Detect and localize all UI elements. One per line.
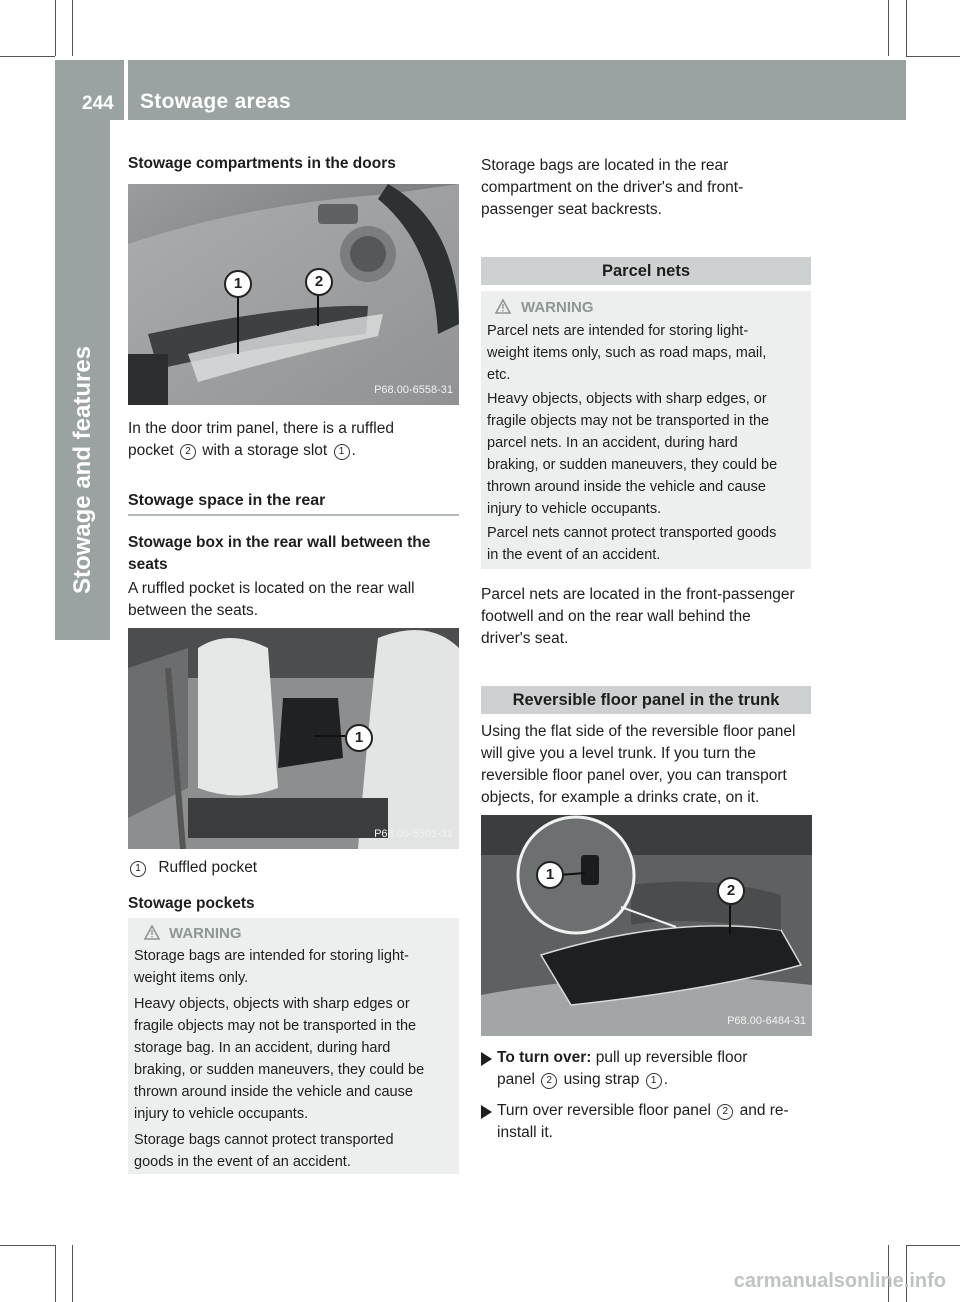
symbol-2: 2 (180, 444, 196, 460)
step-1-line1: To turn over: pull up reversible floor (497, 1049, 748, 1066)
warning-box-pockets (128, 918, 459, 1174)
callout-1: 1 (345, 724, 373, 752)
heading-doors: Stowage compartments in the doors (128, 155, 396, 172)
door-text-line1: In the door trim panel, there is a ruffled (128, 420, 394, 437)
warning-line: Storage bags cannot protect transported (134, 1132, 394, 1148)
warning-line: Heavy objects, objects with sharp edges or (134, 996, 410, 1012)
warning-line: Parcel nets are intended for storing light- (487, 323, 749, 339)
door-text-line2: pocket 2 with a storage slot 1 . (128, 442, 356, 459)
heading-floor-panel: Reversible floor panel in the trunk (481, 686, 811, 714)
warning-line: thrown around inside the vehicle and cause (487, 479, 766, 495)
warning-title: WARNING (169, 925, 242, 942)
step-2-line1: Turn over reversible floor panel 2 and re- (497, 1102, 789, 1119)
page-number: 244 (82, 93, 114, 114)
parcel-text-line: driver's seat. (481, 630, 569, 647)
warning-line: injury to vehicle occupants. (487, 501, 662, 517)
warning-triangle-icon (144, 925, 160, 940)
trunk-floor-photo (481, 815, 812, 1036)
callout-1: 1 (536, 861, 564, 889)
photo-code: P68.00-6484-31 (727, 1015, 806, 1027)
warning-line: fragile objects may not be transported in the (134, 1018, 417, 1034)
intro-line: passenger seat backrests. (481, 201, 662, 218)
rear-seats-photo (128, 628, 459, 849)
symbol-1: 1 (334, 444, 350, 460)
warning-line: Heavy objects, objects with sharp edges, or (487, 391, 767, 407)
callout-1: 1 (224, 270, 252, 298)
warning-line: weight items only, such as road maps, mail, (487, 345, 767, 361)
warning-line: braking, or sudden maneuvers, they could be (134, 1062, 425, 1078)
warning-line: in the event of an accident. (487, 547, 661, 563)
warning-line: weight items only. (134, 970, 249, 986)
trunk-illustration (481, 815, 812, 1036)
step-1-line2: panel 2 using strap 1 . (497, 1071, 669, 1088)
warning-box-parcel (481, 291, 811, 569)
callout-2: 2 (305, 268, 333, 296)
floor-text-line: Using the flat side of the reversible floor panel (481, 723, 796, 740)
heading-box-line2: seats (128, 556, 168, 573)
warning-line: fragile objects may not be transported in the (487, 413, 770, 429)
heading-parcel-nets: Parcel nets (481, 257, 811, 285)
section-rule (128, 514, 459, 516)
side-tab-label: Stowage and features (69, 345, 96, 595)
intro-line: Storage bags are located in the rear (481, 157, 729, 174)
warning-line: braking, or sudden maneuvers, they could be (487, 457, 778, 473)
photo-code: P68.00-6501-31 (374, 828, 453, 840)
floor-text-line: reversible floor panel over, you can transport (481, 767, 787, 784)
symbol-1: 1 (130, 861, 146, 877)
warning-line: goods in the event of an accident. (134, 1154, 351, 1170)
warning-line: Parcel nets cannot protect transported goods (487, 525, 777, 541)
callout-2: 2 (717, 877, 745, 905)
photo-code: P68.00-6558-31 (374, 384, 453, 396)
parcel-text-line: Parcel nets are located in the front-passenger (481, 586, 795, 603)
section-title: Stowage areas (140, 90, 291, 113)
heading-box-line1: Stowage box in the rear wall between the (128, 534, 431, 551)
warning-triangle-icon (495, 299, 511, 314)
step-arrow-icon (481, 1105, 492, 1119)
warning-line: parcel nets. In an accident, during hard (487, 435, 738, 451)
floor-text-line: will give you a level trunk. If you turn the (481, 745, 756, 762)
floor-text-line: objects, for example a drinks crate, on it. (481, 789, 760, 806)
warning-line: etc. (487, 367, 511, 383)
symbol-1: 1 (646, 1073, 662, 1089)
warning-title: WARNING (521, 299, 594, 316)
box-text-line1: A ruffled pocket is located on the rear wall (128, 580, 415, 597)
intro-line: compartment on the driver's and front- (481, 179, 744, 196)
rear-seats-illustration (128, 628, 459, 849)
footer-watermark: carmanualsonline.info (733, 1270, 946, 1292)
symbol-2: 2 (541, 1073, 557, 1089)
warning-line: thrown around inside the vehicle and cause (134, 1084, 413, 1100)
door-pocket-photo (128, 184, 459, 405)
legend-item-1: 1 Ruffled pocket (128, 857, 257, 879)
step-arrow-icon (481, 1052, 492, 1066)
heading-rear: Stowage space in the rear (128, 492, 326, 509)
box-text-line2: between the seats. (128, 602, 259, 619)
door-interior-illustration (128, 184, 459, 405)
warning-line: injury to vehicle occupants. (134, 1106, 309, 1122)
warning-line: storage bag. In an accident, during hard (134, 1040, 391, 1056)
warning-line: Storage bags are intended for storing light- (134, 948, 409, 964)
heading-pockets: Stowage pockets (128, 895, 255, 912)
step-2-line2: install it. (497, 1124, 553, 1141)
parcel-text-line: footwell and on the rear wall behind the (481, 608, 751, 625)
symbol-2: 2 (717, 1104, 733, 1120)
